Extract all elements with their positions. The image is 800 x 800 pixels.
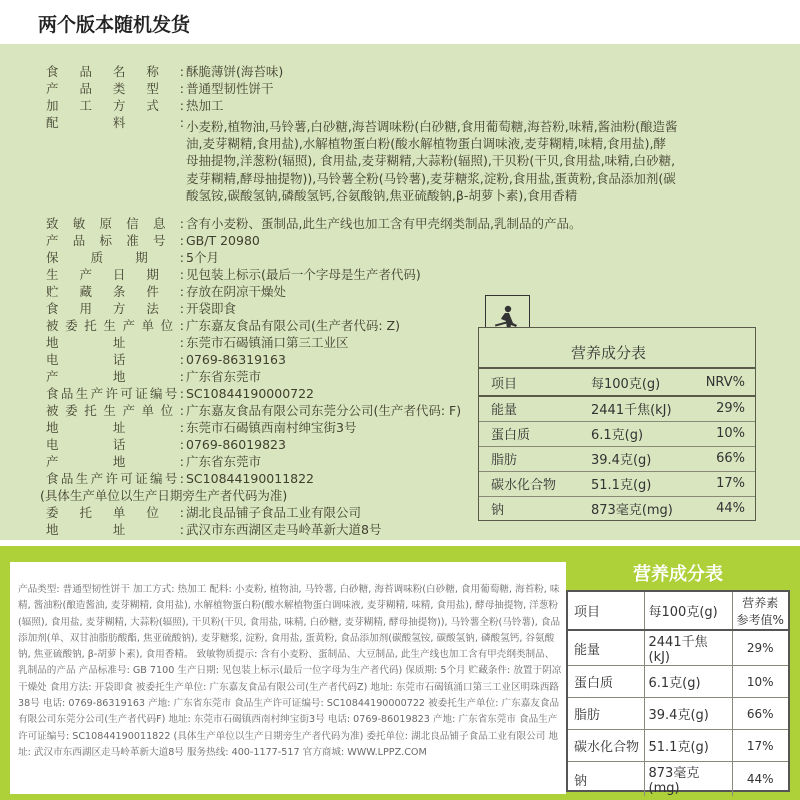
field-value: 武汉市东西湖区走马岭革新大道8号 — [186, 522, 382, 537]
table-row — [568, 730, 788, 762]
nutrition-title: 营养成分表 — [633, 564, 723, 585]
table-cell: 2441千焦(kJ) — [644, 630, 732, 666]
field-value: 开袋即食 — [186, 301, 237, 316]
table-cell: 66% — [732, 698, 788, 730]
table-cell: 51.1克(g) — [585, 471, 687, 496]
field-row — [46, 98, 224, 114]
field-label: 配料: — [46, 115, 184, 130]
field-label: 保质期: — [46, 250, 184, 265]
field-value: 广东省东莞市 — [186, 369, 262, 384]
field-value: 普通型韧性饼干 — [186, 81, 274, 96]
field-label: 产地: — [46, 369, 184, 384]
table-cell: 10% — [732, 666, 788, 698]
table-cell: 6.1克(g) — [585, 421, 687, 446]
table-row — [479, 471, 755, 496]
field-label: 生产日期: — [46, 267, 184, 282]
field-value: 5个月 — [186, 250, 219, 265]
field-value: 0769-86319163 — [186, 352, 286, 367]
field-row — [46, 335, 349, 351]
field-value: 含有小麦粉、蛋制品,此生产线也加工含有甲壳纲类制品,乳制品的产品。 — [186, 216, 582, 231]
table-row — [568, 630, 788, 666]
field-row — [46, 471, 314, 487]
field-label: 被委托生产单位: — [46, 403, 184, 418]
table-header-row — [568, 592, 788, 630]
field-row — [46, 250, 219, 266]
field-row — [46, 216, 581, 232]
field-row — [46, 454, 261, 470]
field-value: 0769-86019823 — [186, 437, 286, 452]
column-header: NRV% — [687, 368, 755, 396]
table-cell: 钠 — [568, 762, 644, 797]
field-label: 食品生产许可证编号: — [46, 386, 184, 401]
table-cell: 29% — [687, 396, 755, 421]
table-cell: 蛋白质 — [479, 421, 585, 446]
field-row — [46, 284, 286, 300]
field-label: 被委托生产单位: — [46, 318, 184, 333]
table-cell: 39.4克(g) — [585, 446, 687, 471]
field-value: 湖北良品铺子食品工业有限公司 — [186, 505, 362, 520]
table-cell: 脂肪 — [568, 698, 644, 730]
field-label: 地址: — [46, 420, 184, 435]
field-label: 电话: — [46, 437, 184, 452]
field-label: 地址: — [46, 522, 184, 537]
nutrition-title: 营养成分表 — [571, 344, 647, 362]
table-row — [479, 396, 755, 421]
field-row — [46, 267, 421, 283]
column-header: 营养素参考值% — [732, 592, 788, 630]
field-label: 食用方法: — [46, 301, 184, 316]
table-cell: 44% — [746, 772, 774, 786]
field-value: 存放在阴凉干燥处 — [186, 284, 287, 299]
table-cell: 能量 — [568, 630, 644, 666]
field-value: 东莞市石碣镇涌口第三工业区 — [186, 335, 349, 350]
column-header: 每100克(g) — [585, 368, 687, 396]
label-version-2 — [0, 546, 800, 800]
table-cell: 碳水化合物 — [568, 730, 644, 762]
field-label: 食品名称: — [46, 64, 184, 79]
page-header: 两个版本随机发货 — [0, 0, 800, 44]
field-label: 致敏原信息: — [46, 216, 184, 231]
field-value: SC10844190000722 — [186, 386, 315, 401]
table-cell: 蛋白质 — [568, 666, 644, 698]
table-row — [479, 421, 755, 446]
table-cell: 碳水化合物 — [479, 471, 585, 496]
field-row — [46, 115, 186, 131]
nutrition-table — [479, 367, 755, 521]
field-label: 贮藏条件: — [46, 284, 184, 299]
column-header: 项目 — [568, 592, 644, 630]
field-row — [46, 301, 236, 317]
field-row — [46, 437, 286, 453]
field-row — [46, 386, 314, 402]
product-description: 产品类型: 普通型韧性饼干 加工方式: 热加工 配料: 小麦粉, 植物油, 马铃薯, 白砂糖, 海苔调味粉(白砂糖, 食用葡萄糖, 海苔粉, 味精, 酱油粉(酿造酱油, 麦芽糊精, 食用盐), 水解植物蛋白粉(酸水解植物蛋白调味液, 麦芽糊精, 味精, 食用盐), 酵母抽提物, 洋葱粉(辐照), 食用盐, 麦芽糊精, 大蒜粉(辐照), 干贝粉(干贝, 食用盐, 味精, 白砂糖, 麦芽糊精, 酵母抽提物)), 马铃薯全粉(马铃薯), 食品添加剂(单、双甘油脂肪酸酯, 焦亚硫酸钠), 麦芽糖浆, 淀粉, 食用盐, 蛋黄粉, 食品添加剂(碳酸氢铵, 碳酸氢钠, 磷酸氢钙, 谷氨酸钠, 焦亚硫酸钠, β-胡萝卜素), 食用香精。 致敏物质提示: 含有小麦粉、蛋制品、大豆制品, 此生产线也加工含有甲壳纲类制品、乳制品的产品 产品标准号: GB 7100 生产日期: 见包装上标示(最后一位字母为生产者代码) 保质期: 5个月 贮藏条件: 放置于阴凉干燥处 食用方法: 开袋即食 被委托生产单位: 广东嘉友食品有限公司(生产者代码Z) 地址: 东莞市石碣镇涌口第三工业区明珠西路38号 电话: 0769-86319163 产地: 广东省东莞市 食品生产许可证编号: SC10844190000722 被委托生产单位: 广东嘉友食品有限公司东莞分公司(生产者代码F) 地址: 东莞市石碣镇西南村绅宝街3号 电话: 0769-86019823 产地: 广东省东莞市 食品生产许可证编号: SC10844190011822 (具体生产单位以生产日期旁生产者代码为准) 委托单位: 湖北良品铺子食品工业有限公司 地址: 武汉市东西湖区走马岭革新大道8号 服务热线: 400-1177-517 官方商城: WWW.LPPZ.COM — [18, 584, 562, 758]
field-value: SC10844190011822 — [186, 471, 315, 486]
product-name: 食品名称: 酥脆薄饼(海苔味) — [16, 570, 232, 590]
table-row — [479, 446, 755, 471]
producer-note: (具体生产单位以生产日期旁生产者代码为准) — [40, 488, 288, 503]
field-row — [46, 64, 283, 80]
field-row — [46, 233, 260, 249]
table-cell: 2441千焦(kJ) — [585, 396, 687, 421]
table-cell: 钠 — [491, 503, 505, 519]
field-label: 产品类型: — [46, 81, 184, 96]
table-cell: 51.1克(g) — [644, 730, 732, 762]
field-value: 酥脆薄饼(海苔味) — [186, 64, 284, 79]
table-row — [568, 698, 788, 730]
table-cell: 脂肪 — [479, 446, 585, 471]
field-row — [46, 369, 261, 385]
table-cell: 17% — [732, 730, 788, 762]
field-label: 委托单位: — [46, 505, 184, 520]
field-value: 热加工 — [186, 98, 224, 113]
table-cell: 873毫克(mg) — [591, 503, 673, 519]
field-row — [46, 522, 381, 538]
table-cell: 29% — [732, 630, 788, 666]
table-cell: 17% — [687, 471, 755, 496]
nutrition-table-v1 — [478, 327, 756, 521]
table-cell: 44% — [716, 501, 745, 517]
table-header-row — [479, 368, 755, 396]
field-label: 产地: — [46, 454, 184, 469]
table-row — [479, 496, 755, 521]
field-value: 东莞市石碣镇西南村绅宝街3号 — [186, 420, 357, 435]
table-cell: 873毫克(mg) — [644, 762, 732, 797]
field-row — [46, 81, 274, 97]
column-header: 每100克(g) — [644, 592, 732, 630]
field-label: 食品生产许可证编号: — [46, 471, 184, 486]
table-cell: 6.1克(g) — [644, 666, 732, 698]
field-label: 地址: — [46, 335, 184, 350]
field-value: GB/T 20980 — [186, 233, 260, 248]
field-row — [46, 352, 286, 368]
field-row — [46, 505, 361, 521]
column-header: 项目 — [479, 368, 585, 396]
field-row — [46, 403, 461, 419]
table-cell: 66% — [687, 446, 755, 471]
field-label: 产品标准号: — [46, 233, 184, 248]
nutrition-table-v2 — [566, 590, 790, 796]
field-row — [46, 420, 356, 436]
table-row — [568, 762, 788, 797]
field-value: 广东省东莞市 — [186, 454, 262, 469]
table-row — [568, 666, 788, 698]
field-label: 电话: — [46, 352, 184, 367]
field-value: 广东嘉友食品有限公司东莞分公司(生产者代码: F) — [186, 403, 462, 418]
field-label: 加工方式: — [46, 98, 184, 113]
ingredients-text: 小麦粉,植物油,马铃薯,白砂糖,海苔调味粉(白砂糖,食用葡萄糖,海苔粉,味精,酱油粉(酿造酱油,麦芽糊精,食用盐),水解植物蛋白粉(酸水解植物蛋白调味液,麦芽糊精,味精,食用盐),酵母抽提物,洋葱粉(辐照), 食用盐,麦芽糊精,大蒜粉(辐照),干贝粉(干贝,食用盐,味精,白砂糖,麦芽糊精,酵母抽提物)),马铃薯全粉(马铃薯),麦芽糖浆,淀粉,食用盐,蛋黄粉,食品添加剂(碳酸氢铵,碳酸氢钠,磷酸氢钙,谷氨酸钠,焦亚硫酸钠,β-胡萝卜素),食用香精 — [186, 119, 678, 203]
field-value: 见包装上标示(最后一个字母是生产者代码) — [186, 267, 421, 282]
table-cell: 10% — [687, 421, 755, 446]
field-row — [46, 318, 400, 334]
field-value: 广东嘉友食品有限公司(生产者代码: Z) — [186, 318, 401, 333]
table-cell: 能量 — [479, 396, 585, 421]
table-cell: 39.4克(g) — [644, 698, 732, 730]
nutrition-table — [568, 592, 788, 796]
